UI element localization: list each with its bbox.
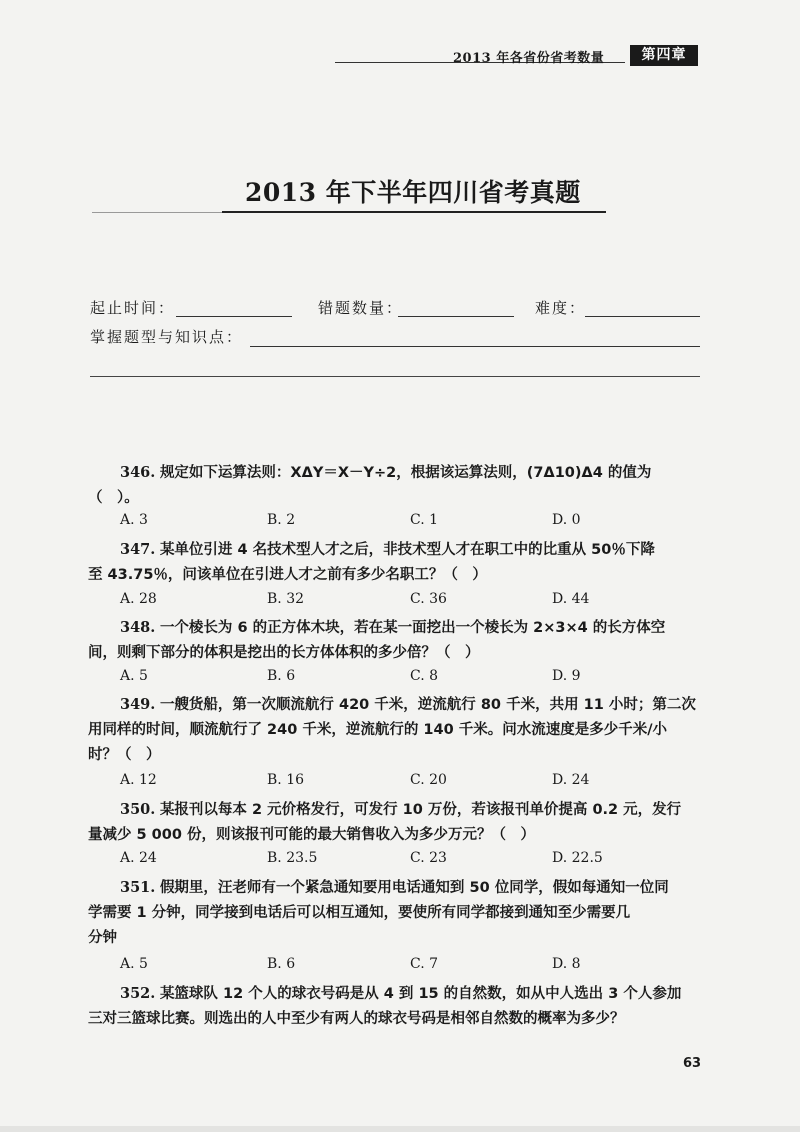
question-line: （ ）。	[88, 490, 139, 506]
question-line: 学需要 1 分钟，同学接到电话后可以相互通知，要使所有同学都接到通知至少需要几	[88, 905, 631, 921]
question-number: 349.	[120, 696, 156, 713]
page-number: 63	[683, 1056, 702, 1071]
options-347	[120, 591, 700, 613]
option-d[interactable]: D. 24	[552, 772, 590, 788]
options-350	[120, 850, 700, 872]
question-line: 某报刊以每本 2 元价格发行，可发行 10 万份，若该报刊单价提高 0.2 元，发行	[159, 802, 682, 818]
question-number: 348.	[120, 619, 156, 636]
options-351	[120, 956, 700, 978]
knowledge-blank[interactable]	[250, 346, 700, 347]
option-a[interactable]: A. 12	[120, 772, 157, 788]
question-line: 某单位引进 4 名技术型人才之后，非技术型人才在职工中的比重从 50％下降	[159, 542, 655, 558]
difficulty-label: 难度：	[535, 299, 587, 317]
question-348	[88, 615, 700, 666]
option-b[interactable]: B. 6	[267, 668, 296, 684]
option-c[interactable]: C. 1	[410, 512, 439, 528]
option-b[interactable]: B. 23.5	[267, 850, 318, 866]
page-title: 2013 年下半年四川省考真题	[245, 178, 581, 207]
options-346	[120, 512, 700, 534]
knowledge-label: 掌握题型与知识点：	[90, 328, 244, 346]
option-a[interactable]: A. 5	[120, 668, 148, 684]
question-line: 假期里，汪老师有一个紧急通知要用电话通知到 50 位同学，假如每通知一位同	[159, 880, 669, 896]
option-c[interactable]: C. 8	[410, 668, 439, 684]
option-d[interactable]: D. 9	[552, 668, 581, 684]
question-line: 三对三篮球比赛。则选出的人中至少有两人的球衣号码是相邻自然数的概率为多少？	[88, 1011, 625, 1027]
difficulty-blank[interactable]	[585, 316, 700, 317]
question-line: 某篮球队 12 个人的球衣号码是从 4 到 15 的自然数，如从中人选出 3 个人参加	[159, 986, 682, 1002]
option-a[interactable]: A. 5	[120, 956, 148, 972]
question-line: 至 43.75％，问该单位在引进人才之前有多少名职工？（ ）	[88, 567, 487, 583]
option-c[interactable]: C. 23	[410, 850, 447, 866]
question-line: 一艘货船，第一次顺流航行 420 千米，逆流航行 80 千米，共用 11 小时；第二次	[159, 697, 696, 713]
question-line: 时？（ ）	[88, 747, 161, 763]
question-number: 352.	[120, 985, 156, 1002]
question-349	[88, 692, 700, 768]
question-line: 一个棱长为 6 的正方体木块，若在某一面挖出一个棱长为 2×3×4 的长方体空	[159, 620, 666, 636]
question-line: 用同样的时间，顺流航行了 240 千米，逆流航行的 140 千米。问水流速度是多少千米/小	[88, 722, 668, 738]
option-d[interactable]: D. 0	[552, 512, 581, 528]
option-b[interactable]: B. 16	[267, 772, 305, 788]
option-a[interactable]: A. 24	[120, 850, 157, 866]
chapter-badge: 第四章	[630, 45, 698, 66]
options-349	[120, 772, 700, 794]
question-number: 351.	[120, 879, 156, 896]
option-d[interactable]: D. 44	[552, 591, 590, 607]
option-c[interactable]: C. 7	[410, 956, 439, 972]
question-line: 间，则剩下部分的体积是挖出的长方体体积的多少倍？（ ）	[88, 645, 480, 661]
knowledge-extra-line[interactable]	[90, 376, 700, 377]
option-b[interactable]: B. 6	[267, 956, 296, 972]
question-351	[88, 875, 700, 951]
question-number: 350.	[120, 801, 156, 818]
question-number: 346.	[120, 464, 156, 481]
option-b[interactable]: B. 2	[267, 512, 296, 528]
running-title: 2013 年各省份省考数量	[453, 51, 605, 66]
option-d[interactable]: D. 22.5	[552, 850, 603, 866]
question-line: 量减少 5 000 份，则该报刊可能的最大销售收入为多少万元？（ ）	[88, 827, 535, 843]
question-350	[88, 797, 700, 848]
option-a[interactable]: A. 28	[120, 591, 157, 607]
start-end-time-label: 起止时间：	[90, 299, 176, 317]
error-count-blank[interactable]	[398, 316, 514, 317]
page-bottom-edge	[0, 1126, 800, 1132]
option-c[interactable]: C. 20	[410, 772, 447, 788]
start-end-time-blank[interactable]	[176, 316, 292, 317]
option-a[interactable]: A. 3	[120, 512, 148, 528]
options-348	[120, 668, 700, 690]
question-line: 分钟	[88, 930, 117, 946]
question-346	[88, 460, 700, 511]
question-352	[88, 981, 700, 1032]
question-347	[88, 537, 700, 588]
option-d[interactable]: D. 8	[552, 956, 581, 972]
error-count-label: 错题数量：	[318, 299, 404, 317]
title-rule-bold	[222, 211, 606, 213]
question-number: 347.	[120, 541, 156, 558]
option-c[interactable]: C. 36	[410, 591, 447, 607]
question-line: 规定如下运算法则：XΔY＝X－Y÷2，根据该运算法则，(7Δ10)Δ4 的值为	[159, 465, 652, 481]
option-b[interactable]: B. 32	[267, 591, 305, 607]
